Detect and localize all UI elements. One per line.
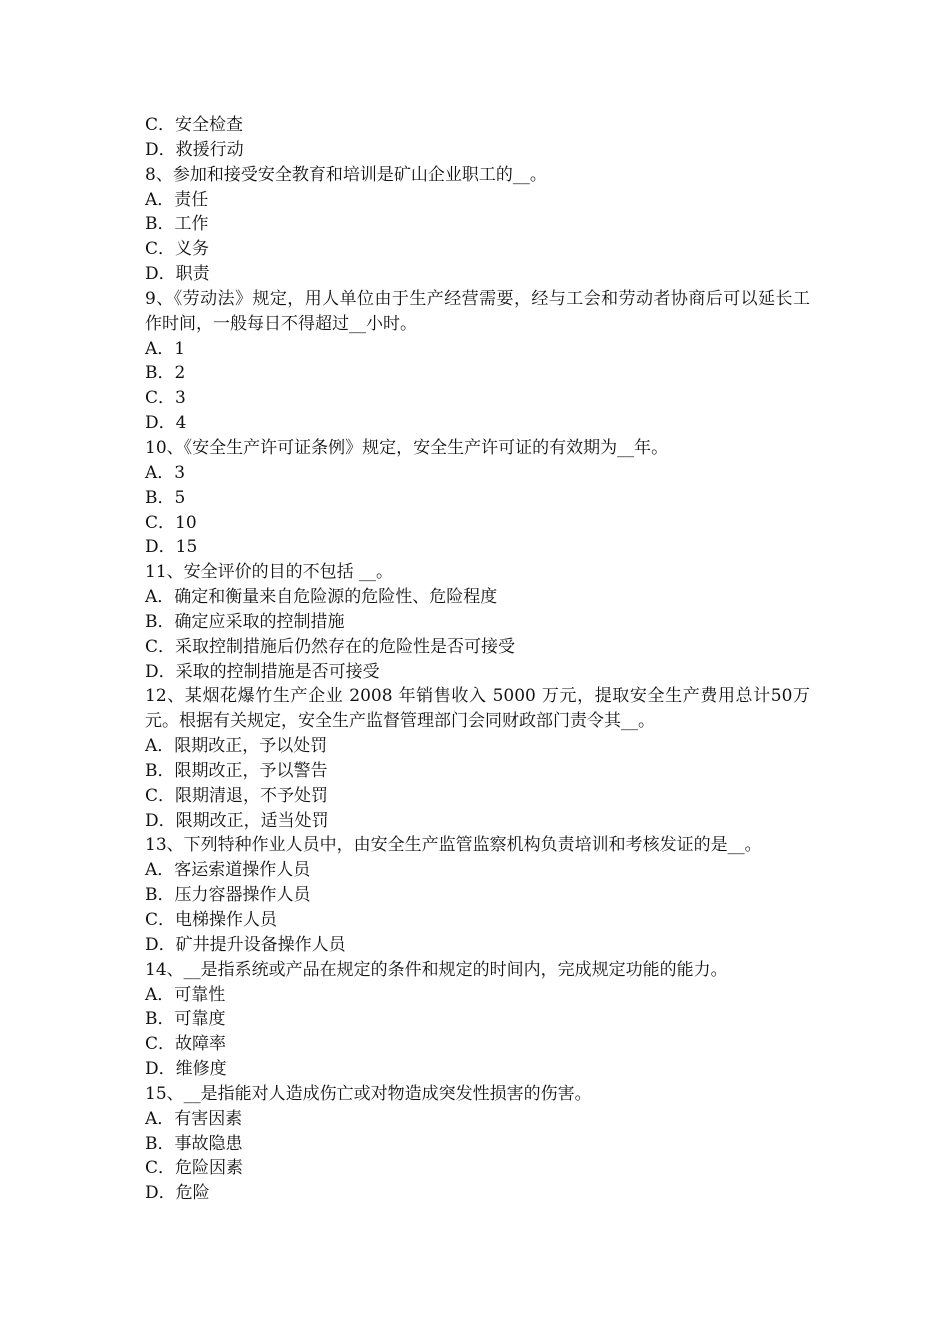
- option-b-q14: B．可靠度: [145, 1009, 226, 1030]
- option-c-q8: C．义务: [145, 239, 210, 260]
- option-b-q12: B．限期改正，予以警告: [145, 760, 328, 781]
- option-a-q12: A．限期改正，予以处罚: [145, 736, 328, 757]
- option-b-q10: B．5: [145, 487, 186, 508]
- question-15: 15、__是指能对人造成伤亡或对物造成突发性损害的伤害。: [145, 1083, 592, 1104]
- option-d-q15: D．危险: [145, 1183, 210, 1204]
- option-c-q13: C．电梯操作人员: [145, 910, 278, 930]
- option-c-q9: C．3: [145, 388, 186, 409]
- option-d-q11: D．采取的控制措施是否可接受: [145, 661, 380, 682]
- question-13: 13、下列特种作业人员中，由安全生产监管监察机构负责培训和考核发证的是__。: [145, 835, 762, 856]
- option-a-q13: A．客运索道操作人员: [145, 860, 311, 881]
- option-b-q15: B．事故隐患: [145, 1133, 243, 1154]
- option-c-q7: C．安全检查: [145, 115, 244, 135]
- document-body: [145, 113, 810, 1206]
- option-b-q9: B．2: [145, 363, 186, 384]
- option-d-q10: D．15: [145, 537, 198, 558]
- option-d-q12: D．限期改正，适当处罚: [145, 810, 329, 831]
- option-c-q15: C．危险因素: [145, 1158, 244, 1179]
- option-a-q8: A．责任: [145, 189, 209, 210]
- option-a-q15: A．有害因素: [145, 1108, 243, 1129]
- question-11: 11、安全评价的目的不包括 __。: [145, 562, 394, 583]
- option-b-q11: B．确定应采取的控制措施: [145, 611, 345, 632]
- option-b-q8: B．工作: [145, 214, 209, 235]
- option-d-q14: D．维修度: [145, 1059, 227, 1080]
- option-d-q9: D．4: [145, 413, 187, 434]
- option-b-q13: B．压力容器操作人员: [145, 885, 311, 906]
- option-a-q11: A．确定和衡量来自危险源的危险性、危险程度: [145, 587, 498, 608]
- question-9: 9、《劳动法》规定，用人单位由于生产经营需要，经与工会和劳动者协商后可以延长工作时间，一般每日不得超过__小时。: [145, 288, 810, 334]
- option-a-q10: A．3: [145, 462, 186, 483]
- option-d-q8: D．职责: [145, 264, 210, 285]
- question-12: 12、某烟花爆竹生产企业 2008 年销售收入 5000 万元，提取安全生产费用总计50万元。根据有关规定，安全生产监督管理部门会同财政部门责令其__。: [145, 686, 810, 732]
- option-a-q9: A．1: [145, 338, 186, 359]
- question-10: 10、《安全生产许可证条例》规定，安全生产许可证的有效期为__年。: [145, 437, 669, 458]
- option-c-q11: C．采取控制措施后仍然存在的危险性是否可接受: [145, 636, 516, 657]
- option-c-q12: C．限期清退，不予处罚: [145, 785, 329, 806]
- option-d-q7: D．救援行动: [145, 139, 244, 160]
- option-c-q10: C．10: [145, 512, 197, 533]
- question-14: 14、__是指系统或产品在规定的条件和规定的时间内，完成规定功能的能力。: [145, 959, 728, 980]
- option-d-q13: D．矿井提升设备操作人员: [145, 934, 346, 955]
- option-c-q14: C．故障率: [145, 1034, 227, 1055]
- question-8: 8、参加和接受安全教育和培训是矿山企业职工的__。: [145, 164, 547, 185]
- option-a-q14: A．可靠性: [145, 984, 226, 1005]
